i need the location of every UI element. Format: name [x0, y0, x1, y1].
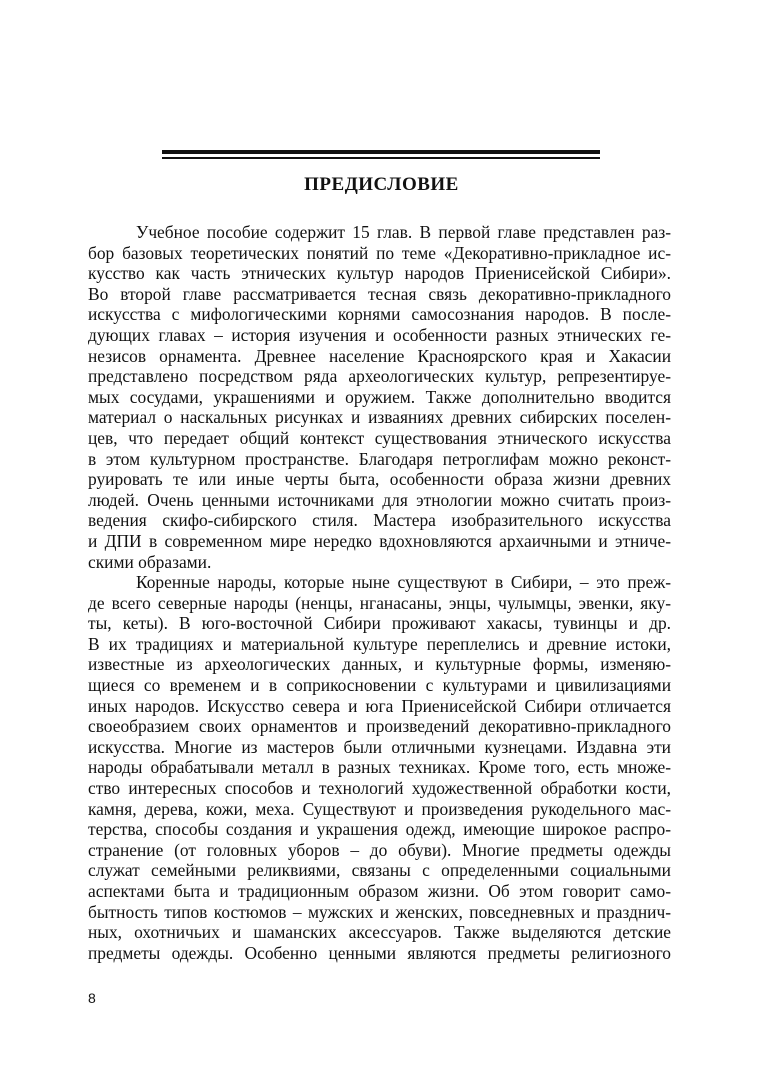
- text-line: искусства с мифологическими корнями самосознания народов. В после-: [88, 304, 671, 325]
- text-line: незисов орнамента. Древнее население Красноярского края и Хакасии: [88, 345, 671, 366]
- text-line: людей. Очень ценными источниками для этнологии можно считать произ-: [88, 489, 671, 510]
- text-line: Во второй главе рассматривается тесная связь декоративно-прикладного: [88, 283, 671, 304]
- text-line: ты, кеты). В юго-восточной Сибири проживают хакасы, тувинцы и др.: [88, 613, 671, 634]
- text-line: цев, что передает общий контекст существования этнического искусства: [88, 427, 671, 448]
- text-line: Коренные народы, которые ныне существуют в Сибири, – это преж-: [136, 572, 671, 593]
- page-number: 8: [88, 990, 96, 1006]
- text-line: странение (от головных уборов – до обуви). Многие предметы одежды: [88, 839, 671, 860]
- header-rule-thin: [162, 157, 600, 159]
- text-line: бытность типов костюмов – мужских и женских, повседневных и празднич-: [88, 901, 671, 922]
- text-line: известные из археологических данных, и культурные формы, изменяю-: [88, 654, 671, 675]
- text-line: предметы одежды. Особенно ценными являются предметы религиозного: [88, 942, 671, 963]
- text-line: материал о наскальных рисунках и изваяниях древних сибирских поселен-: [88, 407, 671, 428]
- text-line: народы обрабатывали металл в разных техниках. Кроме того, есть множе-: [88, 757, 671, 778]
- text-line: ведения скифо-сибирского стиля. Мастера изобразительного искусства: [88, 510, 671, 531]
- text-line: искусства. Многие из мастеров были отличными кузнецами. Издавна эти: [88, 736, 671, 757]
- text-line: кусство как часть этнических культур народов Приенисейской Сибири».: [88, 263, 671, 284]
- text-line: терства, способы создания и украшения одежд, имеющие широкое распро-: [88, 819, 671, 840]
- chapter-title: ПРЕДИСЛОВИЕ: [304, 174, 459, 195]
- text-line: Учебное пособие содержит 15 глав. В первой главе представлен раз-: [136, 222, 671, 242]
- text-line: и ДПИ в современном мире нередко вдохновляются архаичными и этниче-: [88, 530, 671, 551]
- header-rule-thick: [162, 150, 600, 154]
- text-line: в этом культурном пространстве. Благодаря петроглифам можно реконст-: [88, 448, 671, 469]
- paragraph-2: [88, 572, 671, 963]
- text-line: щиеся со временем и в соприкосновении с культурами и цивилизациями: [88, 675, 671, 696]
- text-line: бор базовых теоретических понятий по теме «Декоративно-прикладное ис-: [88, 242, 671, 263]
- text-line: аспектами быта и традиционным образом жизни. Об этом говорит само-: [88, 881, 671, 901]
- paragraph-1: [88, 222, 671, 572]
- text-line: дующих главах – история изучения и особенности разных этнических ге-: [88, 324, 671, 345]
- text-line: своеобразием своих орнаментов и произведений декоративно-прикладного: [88, 716, 671, 737]
- text-line: служат семейными реликвиями, связаны с определенными социальными: [88, 860, 671, 881]
- text-line: руировать те или иные черты быта, особенности образа жизни древних: [88, 469, 671, 490]
- text-line: ство интересных способов и технологий художественной обработки кости,: [88, 778, 671, 799]
- body-text: [88, 222, 671, 963]
- text-line: иных народов. Искусство севера и юга Приенисейской Сибири отличается: [88, 695, 671, 716]
- text-line: де всего северные народы (ненцы, нганасаны, энцы, чулымцы, эвенки, яку-: [88, 592, 671, 613]
- text-line: скими образами.: [88, 551, 212, 572]
- text-line: камня, дерева, кожи, меха. Существуют и произведения рукодельного мас-: [88, 798, 671, 819]
- text-line: В их традициях и материальной культуре переплелись и древние истоки,: [88, 633, 671, 654]
- text-line: мых сосудами, украшениями и оружием. Также дополнительно вводится: [88, 386, 671, 407]
- text-line: представлено посредством ряда археологических культур, репрезентируе-: [88, 366, 671, 387]
- text-line: ных, охотничьих и шаманских аксессуаров. Также выделяются детские: [88, 922, 671, 943]
